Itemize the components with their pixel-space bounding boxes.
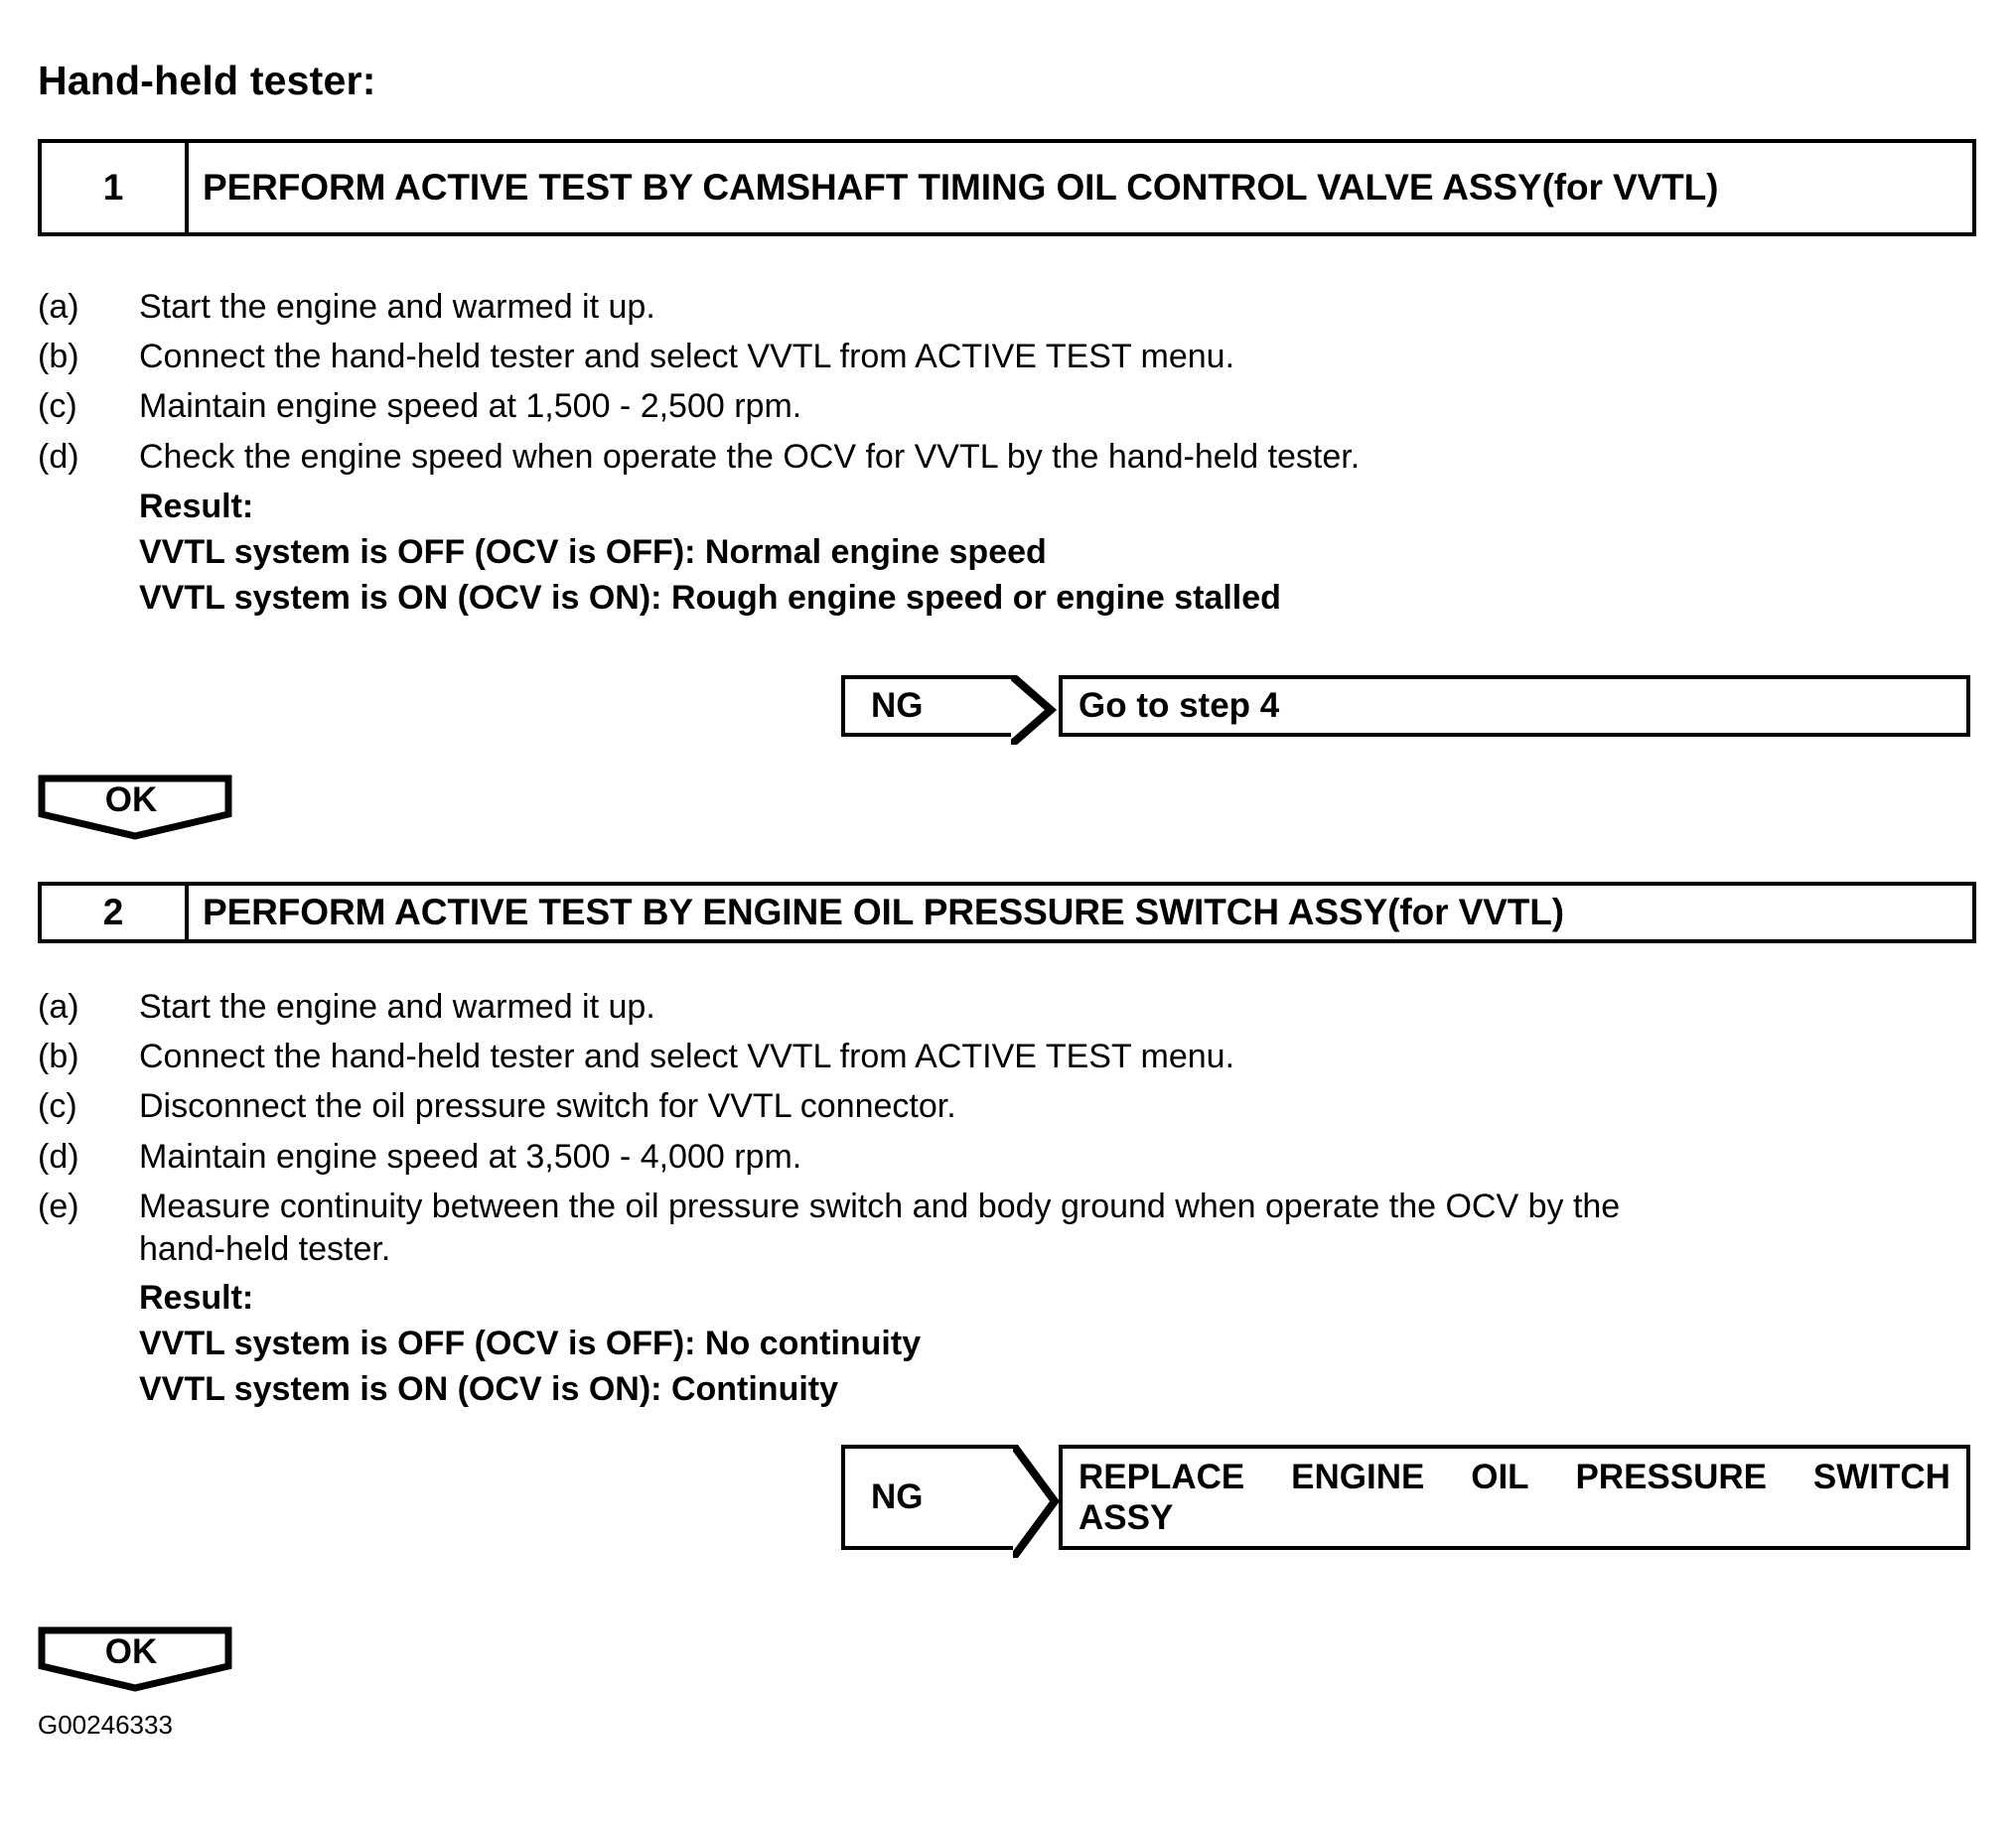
ng-action-word: ENGINE bbox=[1291, 1458, 1425, 1496]
result-heading: Result: bbox=[139, 1279, 254, 1318]
list-item-text: Connect the hand-held tester and select VVTL from ACTIVE TEST menu. bbox=[139, 1038, 1235, 1076]
ng-action-line-1 bbox=[1079, 1457, 1950, 1497]
step-2-title: PERFORM ACTIVE TEST BY ENGINE OIL PRESSURE SWITCH ASSY(for VVTL) bbox=[203, 891, 1564, 932]
step-2-ng-branch bbox=[841, 1445, 1976, 1550]
list-item-text: Start the engine and warmed it up. bbox=[139, 988, 655, 1026]
result-heading: Result: bbox=[139, 487, 254, 525]
result-line: VVTL system is OFF (OCV is OFF): No continuity bbox=[139, 1325, 922, 1363]
list-item bbox=[38, 336, 1976, 378]
list-item-label: (a) bbox=[38, 988, 79, 1026]
ng-action-box bbox=[1059, 1445, 1970, 1550]
list-item-label: (a) bbox=[38, 288, 79, 326]
ng-action-word: PRESSURE bbox=[1575, 1458, 1768, 1496]
ng-tag bbox=[841, 675, 1015, 737]
ng-action-word: SWITCH bbox=[1812, 1458, 1950, 1496]
step-1-title: PERFORM ACTIVE TEST BY CAMSHAFT TIMING OIL CONTROL VALVE ASSY(for VVTL) bbox=[203, 166, 1719, 208]
list-item-text: Maintain engine speed at 3,500 - 4,000 rpm. bbox=[139, 1137, 802, 1176]
list-item-label: (d) bbox=[38, 1137, 79, 1176]
list-item bbox=[38, 286, 1976, 329]
list-item bbox=[38, 986, 1976, 1029]
list-item-label: (b) bbox=[38, 338, 79, 376]
step-1-header bbox=[38, 139, 1976, 236]
arrow-right-icon bbox=[1011, 675, 1057, 737]
ok-label: OK bbox=[104, 1632, 158, 1671]
list-item-label: (c) bbox=[38, 1087, 77, 1126]
result-line: VVTL system is ON (OCV is ON): Rough engine speed or engine stalled bbox=[139, 579, 1281, 618]
step-2-procedure bbox=[38, 986, 1976, 1412]
list-item-text: Start the engine and warmed it up. bbox=[139, 288, 655, 326]
step-2-ok-tag bbox=[38, 1626, 232, 1688]
ng-label: NG bbox=[871, 1477, 924, 1516]
list-item-text: Check the engine speed when operate the OCV for VVTL by the hand-held tester. bbox=[139, 437, 1361, 476]
list-item-label: (d) bbox=[38, 437, 79, 476]
result-line: VVTL system is ON (OCV is ON): Continuity bbox=[139, 1370, 839, 1409]
ok-label: OK bbox=[104, 780, 158, 819]
list-item bbox=[38, 1136, 1976, 1179]
list-item-label: (c) bbox=[38, 387, 77, 426]
step-1-ng-branch bbox=[841, 675, 1976, 737]
step-1-ok-tag bbox=[38, 774, 232, 836]
document-id: G00246333 bbox=[38, 1710, 173, 1740]
step-2-number: 2 bbox=[42, 886, 189, 939]
list-item-text: Measure continuity between the oil pressure switch and body ground when operate the OCV by the bbox=[139, 1187, 1621, 1225]
step-2-header bbox=[38, 882, 1976, 943]
page-title: Hand-held tester: bbox=[38, 58, 376, 103]
result-line: VVTL system is OFF (OCV is OFF): Normal engine speed bbox=[139, 532, 1047, 571]
ng-action-word: OIL bbox=[1471, 1458, 1529, 1496]
list-item bbox=[38, 385, 1976, 428]
list-item bbox=[38, 1036, 1976, 1078]
list-item bbox=[38, 436, 1976, 479]
list-item-continuation: hand-held tester. bbox=[139, 1229, 391, 1268]
step-1-procedure bbox=[38, 286, 1976, 620]
list-item-text: Maintain engine speed at 1,500 - 2,500 rpm. bbox=[139, 387, 802, 426]
list-item-text: Connect the hand-held tester and select VVTL from ACTIVE TEST menu. bbox=[139, 338, 1235, 376]
list-item-label: (e) bbox=[38, 1187, 79, 1225]
list-item bbox=[38, 1085, 1976, 1128]
arrow-right-icon bbox=[1013, 1445, 1059, 1550]
ng-action-word: REPLACE bbox=[1079, 1458, 1245, 1496]
ng-action-line-2: ASSY bbox=[1079, 1498, 1174, 1538]
list-item-label: (b) bbox=[38, 1038, 79, 1076]
ng-tag bbox=[841, 1445, 1015, 1550]
ng-action-text: Go to step 4 bbox=[1079, 686, 1280, 726]
list-item bbox=[38, 1186, 1976, 1228]
step-1-number: 1 bbox=[42, 143, 189, 232]
ng-action-box bbox=[1059, 675, 1970, 737]
ng-label: NG bbox=[871, 686, 924, 725]
list-item-text: Disconnect the oil pressure switch for VVTL connector. bbox=[139, 1087, 956, 1126]
